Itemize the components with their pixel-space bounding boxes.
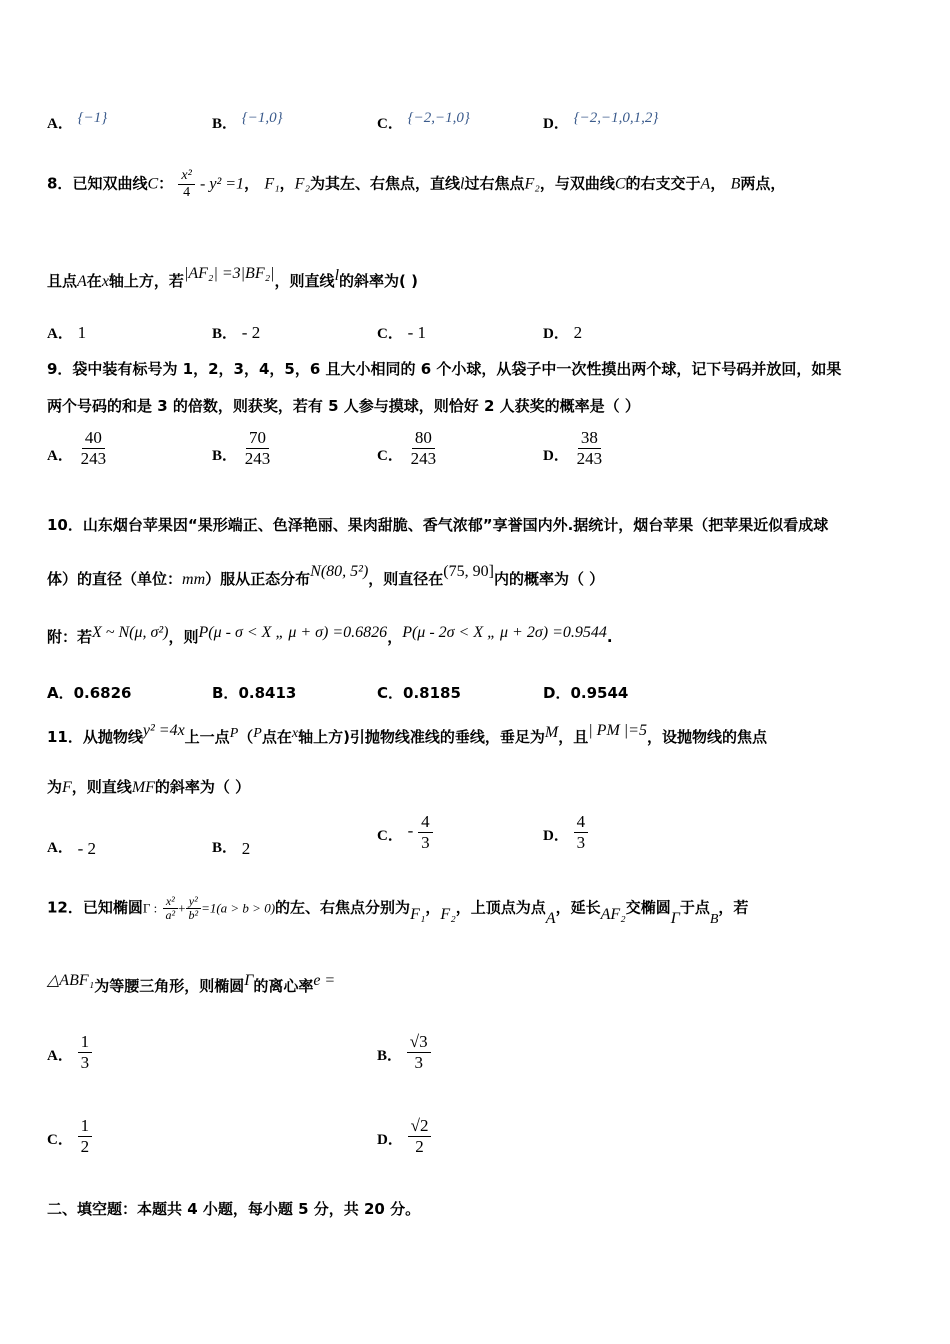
- q12-text: 为等腰三角形，则椭圆: [94, 977, 245, 995]
- focus-f2: F₂: [440, 905, 456, 923]
- option-label: D．: [377, 1132, 403, 1149]
- q10-option-c: [377, 682, 461, 703]
- point-a: A: [700, 175, 711, 193]
- option-fraction: [574, 812, 589, 852]
- q11-text: ，则直线: [71, 778, 132, 796]
- probability-two-sigma: P(μ - 2σ < X „ μ + 2σ) =0.9544: [402, 624, 607, 641]
- fraction-denominator: 2: [415, 1136, 424, 1156]
- q12-stem-line1: [47, 894, 749, 927]
- point-m: M: [544, 724, 559, 741]
- comma: ，: [710, 174, 726, 193]
- q10-text: 附：若: [47, 628, 93, 646]
- option-label: A．: [47, 116, 73, 132]
- option-label: B．: [212, 684, 239, 702]
- q8-text: ，与双曲线: [539, 174, 615, 193]
- period: .: [606, 628, 613, 646]
- focus-f1: F₁: [264, 175, 280, 193]
- point-b: B: [709, 911, 719, 927]
- q8-text: 过右焦点: [464, 174, 525, 193]
- condition: |AF₂| =3|BF₂|: [183, 265, 275, 282]
- option-label: A．: [47, 684, 74, 702]
- option-label: C．: [377, 326, 403, 342]
- fraction-denominator: 4: [183, 185, 191, 201]
- q7-option-c: [377, 112, 470, 133]
- hyperbola-fraction: [178, 168, 194, 201]
- point-a: A: [545, 909, 556, 927]
- q11-stem-line1: [47, 722, 767, 747]
- q9-stem-line1: 9．袋中装有标号为 1，2，3，4，5，6 且大小相同的 6 个小球，从袋子中一次性摸出两个球，记下号码并放回，如果: [47, 360, 842, 378]
- q12-text: ，若: [718, 898, 749, 917]
- q10-text: ，则直径在: [368, 570, 444, 588]
- q8-text: 的斜率为( ): [339, 272, 418, 290]
- q12-option-c: [47, 1116, 92, 1156]
- q10-option-a: [47, 682, 132, 703]
- q12-text: 的左、右焦点分别为: [275, 898, 411, 917]
- option-label: A．: [47, 448, 73, 465]
- q8-stem-line1: [47, 168, 785, 201]
- axis-x: x: [101, 273, 109, 290]
- fraction-numerator: 40: [82, 428, 105, 449]
- q10-stem-line3: [47, 626, 613, 647]
- option-label: D．: [543, 828, 569, 845]
- option-negative-sign: -: [407, 821, 414, 841]
- fraction-numerator: 1: [78, 1032, 93, 1053]
- fraction-numerator: y²: [186, 895, 201, 909]
- line-l: l: [460, 175, 465, 193]
- point-a: A: [77, 273, 87, 290]
- ellipse-x-fraction: [163, 895, 179, 922]
- q11-text: 的斜率为（ ）: [154, 778, 251, 796]
- option-fraction: [242, 428, 274, 468]
- q8-text: 已知双曲线: [72, 174, 148, 193]
- focus-f2: F₂: [524, 175, 540, 193]
- q11-text: 轴上方)引抛物线准线的垂线，垂足为: [298, 728, 545, 746]
- q10-stem-line1: 10．山东烟台苹果因“果形端正、色泽艳丽、果肉甜脆、香气浓郁”享誉国内外.据统计，烟台苹果（把苹果近似看成球: [47, 516, 829, 534]
- option-label: C．: [47, 1132, 73, 1149]
- option-value: 0.9544: [570, 684, 629, 702]
- q12-text: 交椭圆: [625, 898, 671, 917]
- option-label: C．: [377, 448, 403, 465]
- option-fraction: [418, 812, 433, 852]
- interval: (75, 90]: [443, 563, 494, 580]
- comma: ，: [244, 174, 260, 193]
- q11-text: 为: [47, 778, 63, 796]
- option-fraction: [78, 1116, 93, 1156]
- option-fraction: [78, 428, 110, 468]
- fraction-numerator: x²: [178, 168, 194, 185]
- colon: ：: [158, 174, 174, 193]
- option-label: A．: [47, 326, 73, 342]
- segment-af2: AF₂: [600, 905, 626, 923]
- q8-option-a: [47, 322, 86, 343]
- q11-option-c: [377, 812, 433, 852]
- fraction-numerator: x²: [163, 895, 178, 909]
- fraction-denominator: b²: [188, 908, 199, 923]
- q11-text: 11．从抛物线: [47, 728, 143, 746]
- curve-c: C: [614, 175, 626, 193]
- q11-text: ，设抛物线的焦点: [646, 728, 767, 746]
- option-label: B．: [377, 1048, 403, 1065]
- pm-length: | PM |=5: [588, 722, 647, 739]
- q10-option-b: [212, 682, 296, 703]
- focus-f1: F₁: [410, 905, 426, 923]
- q8-option-c: [377, 322, 426, 343]
- question-number: 8．: [47, 174, 73, 193]
- plus-sign: +: [178, 900, 186, 916]
- option-value: 1: [77, 323, 87, 342]
- q11-text: ，且: [558, 728, 589, 746]
- fraction-denominator: 243: [80, 448, 107, 468]
- fraction-denominator: 243: [244, 448, 271, 468]
- x-distribution: X ~ N(μ, σ²): [92, 624, 169, 641]
- fraction-denominator: 243: [410, 448, 437, 468]
- unit: mm: [182, 571, 206, 588]
- fraction-numerator: 38: [578, 428, 601, 449]
- option-label: D．: [543, 684, 571, 702]
- option-value: - 1: [407, 323, 427, 342]
- fraction-numerator: √3: [407, 1032, 431, 1053]
- q8-text: 轴上方，若: [108, 272, 184, 290]
- option-fraction: [407, 1032, 431, 1072]
- option-value: {−2,−1,0}: [407, 110, 470, 126]
- fraction-denominator: 3: [414, 1052, 423, 1072]
- q9-stem-line2: 两个号码的和是 3 的倍数，则获奖，若有 5 人参与摸球，则恰好 2 人获奖的概率是（ ）: [47, 397, 640, 415]
- option-value: {−2,−1,0,1,2}: [573, 110, 659, 126]
- option-fraction: [574, 428, 606, 468]
- q10-stem-line2: [47, 563, 605, 589]
- option-value: {−1,0}: [241, 110, 283, 126]
- fraction-denominator: 2: [80, 1136, 90, 1156]
- q8-option-b: [212, 322, 260, 343]
- option-fraction: [78, 1032, 93, 1072]
- q9-option-b: [212, 428, 273, 468]
- fraction-numerator: 80: [412, 428, 435, 449]
- option-label: D．: [543, 116, 569, 132]
- q8-text: 的右支交于: [625, 174, 701, 193]
- q10-text: ，则: [168, 628, 199, 646]
- fraction-denominator: 3: [421, 832, 430, 852]
- probability-one-sigma: P(μ - σ < X „ μ + σ) =0.6826: [198, 624, 388, 641]
- fraction-numerator: 4: [418, 812, 433, 833]
- option-label: C．: [377, 684, 404, 702]
- q12-text: 于点: [679, 898, 710, 917]
- fraction-numerator: 4: [574, 812, 589, 833]
- q11-stem-line2: [47, 776, 250, 797]
- q11-text: 上一点: [184, 728, 230, 746]
- option-label: B．: [212, 326, 238, 342]
- option-label: C．: [377, 116, 403, 132]
- fraction-denominator: 243: [576, 448, 603, 468]
- comma: ，: [425, 898, 441, 917]
- comma: ，: [279, 174, 295, 193]
- section-heading: 二、填空题：本题共 4 小题，每小题 5 分，共 20 分。: [47, 1200, 421, 1218]
- q12-text: 12．已知椭圆: [47, 898, 143, 917]
- q10-text: 体）的直径（单位：: [47, 570, 183, 588]
- fraction-numerator: √2: [408, 1116, 432, 1137]
- q9-option-a: [47, 428, 109, 468]
- ellipse-gamma: Γ: [670, 909, 680, 927]
- q11-option-a: [47, 812, 97, 858]
- parabola-equation: y² =4x: [142, 722, 185, 739]
- axis-x: x: [291, 726, 299, 741]
- fraction-denominator: 3: [80, 1052, 90, 1072]
- option-value: 0.8185: [403, 684, 461, 702]
- q11-text: 点在: [261, 728, 292, 746]
- hyperbola-equation-rest: - y² =1: [200, 175, 245, 193]
- focus-f: F: [62, 779, 72, 796]
- option-value: 2: [241, 839, 251, 858]
- option-value: 2: [573, 323, 583, 342]
- q7-option-a: [47, 112, 107, 133]
- option-label: D．: [543, 448, 569, 465]
- option-label: D．: [543, 326, 569, 342]
- option-label: A．: [47, 840, 73, 856]
- q12-text: ，延长: [555, 898, 601, 917]
- eccentricity-e: e =: [313, 972, 336, 989]
- q8-text: 在: [86, 272, 102, 290]
- point-p: P: [253, 726, 262, 741]
- q8-option-d: [543, 322, 582, 343]
- q8-stem-line2: [47, 265, 418, 291]
- q7-option-b: [212, 112, 283, 133]
- option-value: - 2: [241, 323, 261, 342]
- q8-text: 且点: [47, 272, 78, 290]
- ellipse-gamma: Γ :: [142, 900, 158, 916]
- fraction-numerator: 70: [246, 428, 269, 449]
- q12-option-d: [377, 1116, 431, 1156]
- option-label: A．: [47, 1048, 73, 1065]
- q8-text: 两点，: [740, 174, 786, 193]
- q12-option-a: [47, 1032, 92, 1072]
- fraction-numerator: 1: [78, 1116, 93, 1137]
- ellipse-y-fraction: [185, 895, 201, 922]
- q8-text: ，则直线: [274, 272, 335, 290]
- q12-stem-line2: [47, 972, 336, 996]
- q10-text: 内的概率为（ ）: [493, 570, 605, 588]
- comma: ，: [387, 628, 403, 646]
- option-label: C．: [377, 828, 403, 845]
- q10-option-d: [543, 682, 628, 703]
- option-value: 0.8413: [238, 684, 297, 702]
- option-label: B．: [212, 840, 238, 856]
- ellipse-equation-rest: =1(a > b > 0): [201, 900, 276, 916]
- q8-text: 为其左、右焦点，直线: [310, 174, 461, 193]
- line-mf: MF: [131, 779, 155, 796]
- focus-f2: F₂: [294, 175, 311, 193]
- triangle-abf1: △ABF₁: [47, 972, 95, 989]
- option-label: B．: [212, 116, 238, 132]
- q12-text: ，上顶点为点: [455, 898, 546, 917]
- option-value: {−1}: [77, 110, 108, 126]
- q12-text: 的离心率: [253, 977, 314, 995]
- line-l: l: [334, 267, 340, 284]
- normal-distribution: N(80, 5²): [310, 563, 369, 580]
- q7-option-d: [543, 112, 658, 133]
- point-p: P: [229, 726, 239, 741]
- option-label: B．: [212, 448, 238, 465]
- option-fraction: [408, 428, 440, 468]
- ellipse-gamma: Γ: [244, 972, 254, 989]
- q9-option-d: [543, 428, 605, 468]
- q11-option-b: [212, 812, 251, 858]
- q10-text: ）服从正态分布: [205, 570, 311, 588]
- option-value: 0.6826: [73, 684, 132, 702]
- option-value: - 2: [77, 839, 97, 858]
- q12-option-b: [377, 1032, 431, 1072]
- fraction-denominator: 3: [576, 832, 586, 852]
- fraction-denominator: a²: [165, 908, 176, 923]
- q9-option-c: [377, 428, 439, 468]
- q11-option-d: [543, 812, 588, 852]
- curve-c: C: [147, 175, 159, 193]
- point-b: B: [730, 175, 741, 193]
- q11-text: （: [238, 728, 254, 746]
- option-fraction: [408, 1116, 432, 1156]
